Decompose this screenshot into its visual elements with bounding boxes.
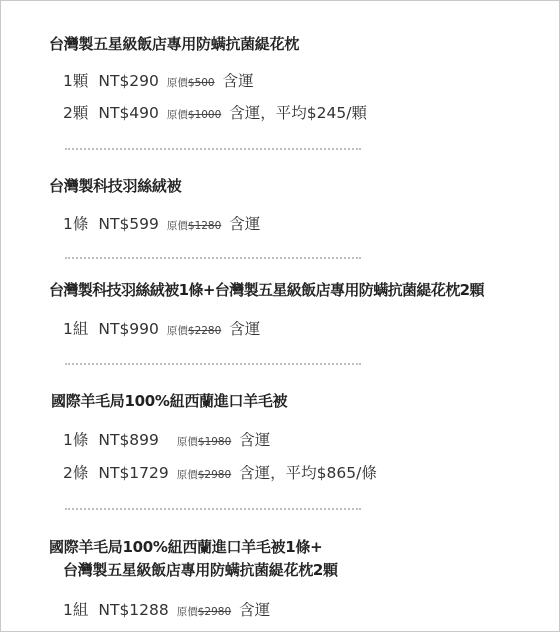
offer-quantity: 2顆 bbox=[63, 104, 89, 122]
original-price bbox=[167, 218, 221, 233]
offer-line bbox=[63, 69, 254, 91]
dotted-divider bbox=[65, 148, 361, 150]
offer-quantity: 1條 bbox=[63, 431, 89, 449]
original-price bbox=[167, 323, 221, 338]
original-price-value: $2280 bbox=[187, 325, 222, 337]
original-price-value: $1980 bbox=[197, 436, 232, 448]
offer-price: NT$490 bbox=[98, 104, 159, 122]
original-price bbox=[177, 604, 231, 619]
original-price-label: 原價 bbox=[166, 325, 188, 337]
offer-line bbox=[63, 428, 270, 450]
dotted-divider bbox=[65, 508, 361, 510]
original-price-value: $2980 bbox=[197, 606, 232, 618]
offer-line bbox=[63, 598, 270, 620]
product-title: 國際羊毛局100%紐西蘭進口羊毛被1條+ bbox=[49, 538, 323, 556]
original-price bbox=[177, 434, 231, 449]
original-price-label: 原價 bbox=[176, 436, 198, 448]
original-price-label: 原價 bbox=[176, 606, 198, 618]
offer-line bbox=[63, 212, 260, 234]
offer-price: NT$990 bbox=[98, 320, 159, 338]
original-price-value: $1280 bbox=[187, 220, 222, 232]
original-price-value: $500 bbox=[187, 77, 215, 89]
shipping-note: 含運 bbox=[239, 431, 271, 449]
offer-price: NT$599 bbox=[98, 215, 159, 233]
offer-quantity: 2條 bbox=[63, 464, 89, 482]
product-title: 台灣製科技羽絲絨被1條+台灣製五星級飯店專用防螨抗菌緹花枕2顆 bbox=[49, 281, 484, 299]
offer-quantity: 1顆 bbox=[63, 72, 89, 90]
original-price-value: $1000 bbox=[187, 109, 222, 121]
offer-price: NT$899 bbox=[98, 431, 159, 449]
product-title: 國際羊毛局100%紐西蘭進口羊毛被 bbox=[51, 392, 288, 410]
offer-quantity: 1組 bbox=[63, 601, 89, 619]
shipping-note: 含運 bbox=[239, 601, 271, 619]
offer-quantity: 1組 bbox=[63, 320, 89, 338]
original-price-value: $2980 bbox=[197, 469, 232, 481]
dotted-divider bbox=[65, 363, 361, 365]
original-price-label: 原價 bbox=[166, 77, 188, 89]
offer-quantity: 1條 bbox=[63, 215, 89, 233]
original-price bbox=[177, 467, 231, 482]
offer-price: NT$290 bbox=[98, 72, 159, 90]
offer-price: NT$1729 bbox=[98, 464, 169, 482]
offer-line bbox=[63, 461, 377, 483]
offer-price: NT$1288 bbox=[98, 601, 169, 619]
shipping-note: 含運，平均$865/條 bbox=[239, 464, 377, 482]
product-title: 台灣製科技羽絲絨被 bbox=[49, 177, 182, 195]
offer-line bbox=[63, 317, 260, 339]
dotted-divider bbox=[65, 257, 361, 259]
original-price-label: 原價 bbox=[166, 109, 188, 121]
original-price-label: 原價 bbox=[166, 220, 188, 232]
shipping-note: 含運 bbox=[229, 320, 261, 338]
original-price bbox=[167, 75, 215, 90]
shipping-note: 含運 bbox=[229, 215, 261, 233]
product-title-line2: 台灣製五星級飯店專用防螨抗菌緹花枕2顆 bbox=[63, 561, 338, 579]
product-title: 台灣製五星級飯店專用防螨抗菌緹花枕 bbox=[49, 35, 299, 53]
shipping-note: 含運，平均$245/顆 bbox=[229, 104, 367, 122]
offer-line bbox=[63, 101, 367, 123]
shipping-note: 含運 bbox=[222, 72, 254, 90]
original-price bbox=[167, 107, 221, 122]
original-price-label: 原價 bbox=[176, 469, 198, 481]
